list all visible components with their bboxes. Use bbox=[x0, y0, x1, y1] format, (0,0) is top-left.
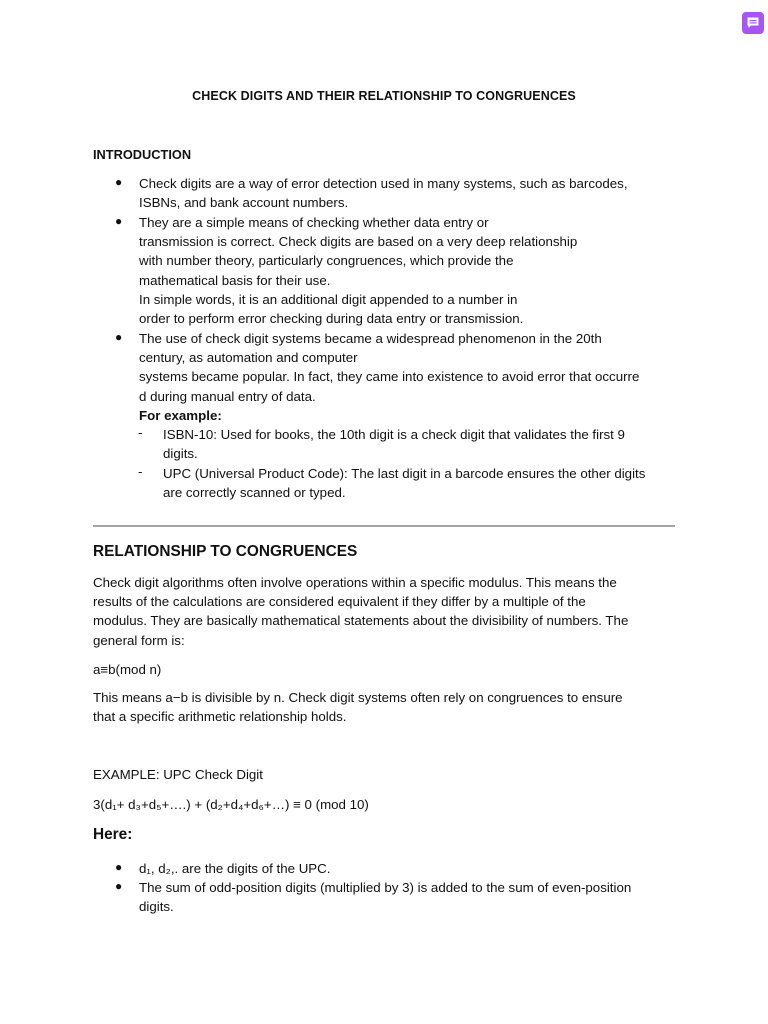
congruence-formula: a≡b(mod n) bbox=[93, 662, 162, 677]
dash-marker: - bbox=[138, 464, 143, 479]
example-text: UPC (Universal Product Code): The last digit in a barcode ensures the other digits are correctly scanned or typed. bbox=[163, 466, 646, 501]
example-label: EXAMPLE: UPC Check Digit bbox=[93, 767, 263, 782]
bullet-icon bbox=[115, 330, 125, 344]
bullet-text: The sum of odd-position digits (multiplied by 3) is added to the sum of even-position digits. bbox=[139, 880, 632, 915]
example-text: ISBN-10: Used for books, the 10th digit is a check digit that validates the first 9 digits. bbox=[163, 427, 625, 462]
bullet-text: The use of check digit systems became a widespread phenomenon in the 20th century, as automation and computer systems became popular. In fact, they came into existence to avoid error that occurre d during manual entry of data. For example: bbox=[139, 329, 679, 425]
document-title: CHECK DIGITS AND THEIR RELATIONSHIP TO CONGRUENCES bbox=[192, 89, 576, 103]
for-example-label: For example: bbox=[139, 407, 222, 423]
bullet-text: They are a simple means of checking whether data entry or transmission is correct. Check digits are based on a very deep relationship with number theory, particularly congruences, which provide the mathematical basis for their use. In simple words, it is an additional digit appended to a number in order to perform error checking during data entry or transmission. bbox=[139, 215, 578, 327]
relationship-paragraph-2: This means a−b is divisible by n. Check digit systems often rely on congruences to ensure that a specific arithmetic relationship holds. bbox=[93, 690, 623, 725]
comment-icon bbox=[746, 16, 760, 30]
dash-marker: - bbox=[138, 425, 143, 440]
bullet-text: d₁, d₂,. are the digits of the UPC. bbox=[139, 861, 331, 876]
bullet-icon bbox=[115, 879, 125, 893]
relationship-paragraph-1: Check digit algorithms often involve operations within a specific modulus. This means the results of the calculations are considered equivalent if they differ by a multiple of the modulus. They are basically mathematical statements about the divisibility of numbers. The general form is: bbox=[93, 575, 629, 648]
bullet-icon bbox=[115, 175, 125, 189]
here-heading: Here: bbox=[93, 826, 133, 843]
relationship-heading: RELATIONSHIP TO CONGRUENCES bbox=[93, 543, 358, 560]
bullet-icon bbox=[115, 860, 125, 874]
bullet-icon bbox=[115, 214, 125, 228]
introduction-heading: INTRODUCTION bbox=[93, 147, 192, 162]
section-divider bbox=[93, 525, 675, 527]
bullet-text: Check digits are a way of error detection used in many systems, such as barcodes, ISBNs, and bank account numbers. bbox=[139, 176, 628, 211]
comment-button[interactable] bbox=[742, 12, 764, 34]
upc-formula: 3(d₁+ d₃+d₅+….) + (d₂+d₄+d₆+…) ≡ 0 (mod 10) bbox=[93, 797, 369, 812]
